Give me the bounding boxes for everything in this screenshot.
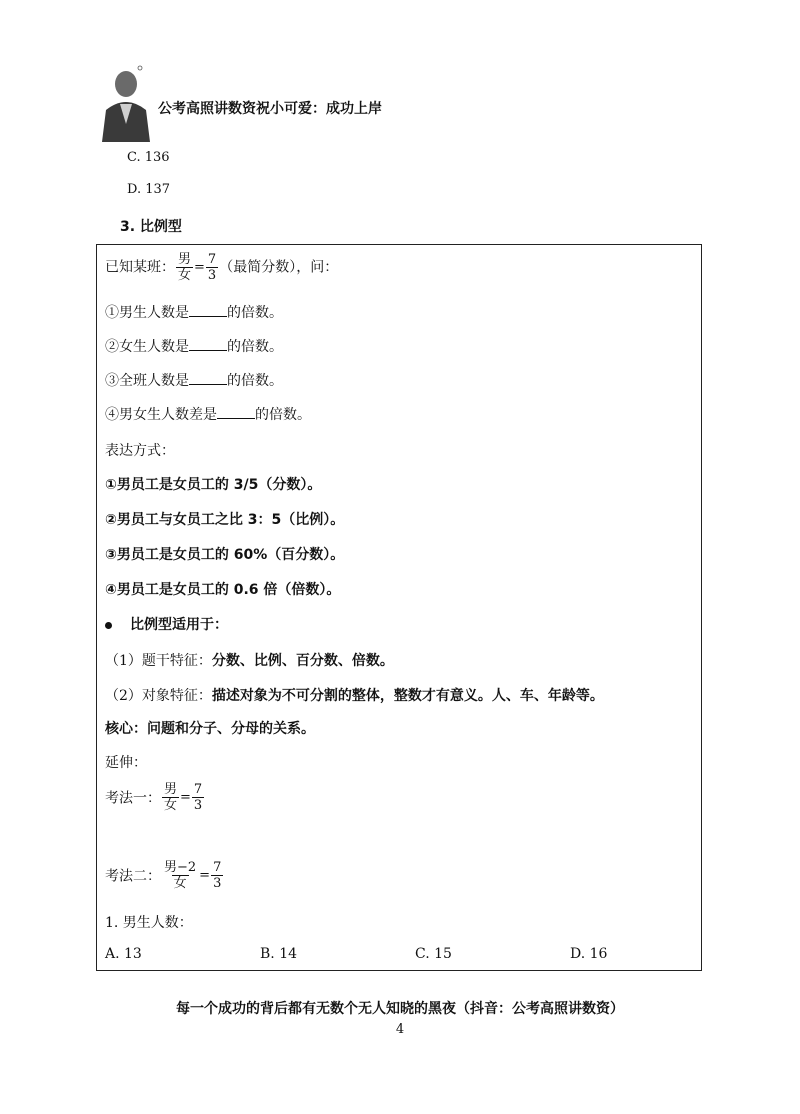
expression-2: ②男员工与女员工之比 3：5（比例）。 [105,512,345,528]
intro-suffix: （最简分数），问： [219,259,339,276]
question-4-suffix: 的倍数。 [255,407,311,423]
answer-blank [217,406,255,419]
method-1-value [192,782,204,813]
intro-fraction [176,252,193,283]
method-1-num: 男 [164,782,178,797]
intro-line [105,252,338,283]
intro-value-fraction [206,252,218,283]
section-title: 3. 比例型 [120,219,182,235]
method-1-val-den: 3 [193,798,203,813]
option-c: C. 136 [127,150,170,165]
intro-val-den: 3 [207,268,217,283]
expression-4: ④男员工是女员工的 0.6 倍（倍数）。 [105,582,341,598]
answer-c: C. 15 [415,946,452,962]
applies-heading [105,614,228,634]
question-2-prefix: ②女生人数是 [105,339,189,355]
question-3 [105,370,283,390]
question-3-suffix: 的倍数。 [227,373,283,389]
method-2-val-den: 3 [213,876,222,891]
question-1-suffix: 的倍数。 [227,305,283,321]
question-4-prefix: ④男女生人数差是 [105,407,217,423]
method-2-fraction [162,860,198,891]
answer-b: B. 14 [260,946,298,962]
intro-frac-den: 女 [178,268,192,283]
intro-val-num: 7 [207,252,217,267]
method-2-eq: = [199,868,211,883]
feature-2-prefix: （2）对象特征： [105,688,212,704]
question-1 [105,302,283,322]
feature-1-prefix: （1）题干特征： [105,653,212,669]
intro-frac-num: 男 [178,252,192,267]
bullet-icon [105,622,112,629]
method-2 [105,860,224,891]
feature-2 [105,685,604,705]
feature-2-text: 描述对象为不可分割的整体，整数才有意义。人、车、年龄等。 [211,688,604,704]
question-3-prefix: ③全班人数是 [105,373,189,389]
question-2 [105,336,283,356]
header-slogan: 公考高照讲数资祝小可爱：成功上岸 [158,101,382,117]
question-4 [105,404,311,424]
feature-1 [105,650,394,670]
method-2-num: 男−2 [164,860,197,875]
question-title: 1. 男生人数： [105,915,193,931]
expression-3: ③男员工是女员工的 60%（百分数）。 [105,547,345,563]
author-photo [96,64,156,142]
footer-slogan: 每一个成功的背后都有无数个无人知晓的黑夜（抖音：公考高照讲数资） [176,1001,624,1017]
expression-1: ①男员工是女员工的 3/5（分数）。 [105,477,322,493]
answer-blank [189,338,227,351]
core-line: 核心：问题和分子、分母的关系。 [105,721,315,737]
intro-prefix: 已知某班： [105,259,175,276]
question-1-prefix: ①男生人数是 [105,305,189,321]
intro-eq: = [194,260,205,275]
method-1-den: 女 [164,798,178,813]
method-2-value [211,860,223,891]
applies-title: 比例型适用于： [130,617,228,633]
method-1 [105,782,205,813]
question-2-suffix: 的倍数。 [227,339,283,355]
method-1-val-num: 7 [193,782,203,797]
feature-1-text: 分数、比例、百分数、倍数。 [211,653,394,669]
method-1-eq: = [180,790,191,805]
answer-blank [189,372,227,385]
answer-blank [189,304,227,317]
method-2-val-num: 7 [213,860,222,875]
option-d: D. 137 [127,182,171,197]
method-1-fraction [162,782,179,813]
answer-a: A. 13 [105,946,142,962]
answer-d: D. 16 [570,946,608,962]
method-2-den: 女 [173,876,187,891]
page-number: 4 [395,1022,405,1037]
method-2-label: 考法二： [105,868,161,885]
method-1-label: 考法一： [105,790,161,807]
expr-label: 表达方式： [105,443,175,459]
extend-label: 延伸： [105,755,147,771]
